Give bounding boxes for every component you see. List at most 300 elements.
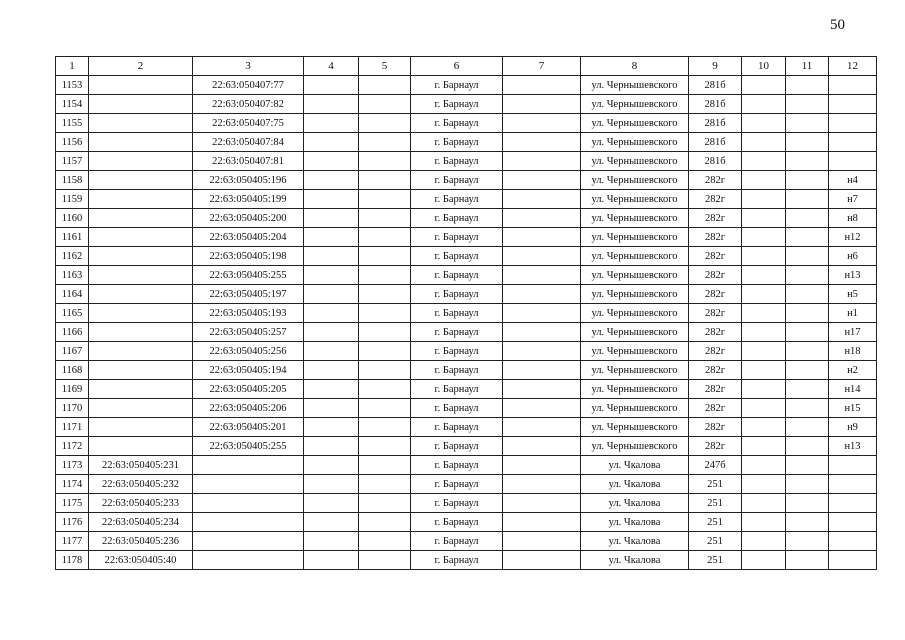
cadastral-number-premises bbox=[193, 494, 304, 513]
house-number-cell: 282г bbox=[689, 304, 742, 323]
row-number: 1169 bbox=[56, 380, 89, 399]
col5-cell bbox=[359, 475, 411, 494]
table-row bbox=[56, 361, 877, 380]
settlement-cell: г. Барнаул bbox=[411, 247, 503, 266]
cadastral-number-parcel: 22:63:050405:236 bbox=[89, 532, 193, 551]
settlement-cell: г. Барнаул bbox=[411, 95, 503, 114]
col4-cell bbox=[304, 266, 359, 285]
premises-number-cell bbox=[829, 95, 877, 114]
settlement-cell: г. Барнаул bbox=[411, 114, 503, 133]
col7-cell bbox=[503, 209, 581, 228]
table-row bbox=[56, 532, 877, 551]
table-row bbox=[56, 475, 877, 494]
col7-cell bbox=[503, 418, 581, 437]
premises-number-cell: н5 bbox=[829, 285, 877, 304]
street-cell: ул. Чкалова bbox=[581, 551, 689, 570]
house-number-cell: 251 bbox=[689, 532, 742, 551]
street-cell: ул. Чернышевского bbox=[581, 304, 689, 323]
row-number: 1174 bbox=[56, 475, 89, 494]
col5-cell bbox=[359, 342, 411, 361]
street-cell: ул. Чкалова bbox=[581, 475, 689, 494]
table-row bbox=[56, 380, 877, 399]
cadastral-number-premises bbox=[193, 456, 304, 475]
cadastral-number-premises: 22:63:050405:198 bbox=[193, 247, 304, 266]
cadastral-number-premises bbox=[193, 475, 304, 494]
house-number-cell: 282г bbox=[689, 285, 742, 304]
col7-cell bbox=[503, 399, 581, 418]
table-row bbox=[56, 513, 877, 532]
col4-cell bbox=[304, 133, 359, 152]
col4-cell bbox=[304, 494, 359, 513]
cadastral-number-premises: 22:63:050405:199 bbox=[193, 190, 304, 209]
col7-cell bbox=[503, 247, 581, 266]
cadastral-number-parcel bbox=[89, 380, 193, 399]
cadastral-number-premises: 22:63:050407:77 bbox=[193, 76, 304, 95]
col4-cell bbox=[304, 475, 359, 494]
table-row bbox=[56, 437, 877, 456]
street-cell: ул. Чернышевского bbox=[581, 152, 689, 171]
col11-cell bbox=[786, 551, 829, 570]
house-number-cell: 251 bbox=[689, 513, 742, 532]
cadastral-number-premises: 22:63:050407:84 bbox=[193, 133, 304, 152]
row-number: 1156 bbox=[56, 133, 89, 152]
house-number-cell: 282г bbox=[689, 380, 742, 399]
col10-cell bbox=[742, 190, 786, 209]
col4-cell bbox=[304, 456, 359, 475]
cadastral-number-parcel bbox=[89, 266, 193, 285]
col5-cell bbox=[359, 532, 411, 551]
premises-number-cell: н1 bbox=[829, 304, 877, 323]
col11-cell bbox=[786, 399, 829, 418]
settlement-cell: г. Барнаул bbox=[411, 475, 503, 494]
row-number: 1175 bbox=[56, 494, 89, 513]
column-header: 2 bbox=[89, 57, 193, 76]
col7-cell bbox=[503, 475, 581, 494]
col11-cell bbox=[786, 437, 829, 456]
settlement-cell: г. Барнаул bbox=[411, 361, 503, 380]
col5-cell bbox=[359, 190, 411, 209]
col4-cell bbox=[304, 152, 359, 171]
cadastral-number-premises bbox=[193, 551, 304, 570]
settlement-cell: г. Барнаул bbox=[411, 152, 503, 171]
col4-cell bbox=[304, 285, 359, 304]
cadastral-number-parcel bbox=[89, 285, 193, 304]
col5-cell bbox=[359, 418, 411, 437]
street-cell: ул. Чкалова bbox=[581, 532, 689, 551]
house-number-cell: 247б bbox=[689, 456, 742, 475]
col7-cell bbox=[503, 456, 581, 475]
street-cell: ул. Чернышевского bbox=[581, 399, 689, 418]
col7-cell bbox=[503, 342, 581, 361]
street-cell: ул. Чернышевского bbox=[581, 114, 689, 133]
col11-cell bbox=[786, 209, 829, 228]
premises-number-cell: н8 bbox=[829, 209, 877, 228]
cadastral-number-parcel bbox=[89, 304, 193, 323]
col7-cell bbox=[503, 133, 581, 152]
col7-cell bbox=[503, 323, 581, 342]
col10-cell bbox=[742, 323, 786, 342]
street-cell: ул. Чернышевского bbox=[581, 285, 689, 304]
row-number: 1166 bbox=[56, 323, 89, 342]
col10-cell bbox=[742, 247, 786, 266]
col4-cell bbox=[304, 190, 359, 209]
col10-cell bbox=[742, 380, 786, 399]
settlement-cell: г. Барнаул bbox=[411, 171, 503, 190]
street-cell: ул. Чернышевского bbox=[581, 266, 689, 285]
premises-number-cell: н9 bbox=[829, 418, 877, 437]
col5-cell bbox=[359, 247, 411, 266]
premises-number-cell bbox=[829, 551, 877, 570]
col5-cell bbox=[359, 323, 411, 342]
col4-cell bbox=[304, 513, 359, 532]
settlement-cell: г. Барнаул bbox=[411, 323, 503, 342]
col11-cell bbox=[786, 152, 829, 171]
col10-cell bbox=[742, 171, 786, 190]
settlement-cell: г. Барнаул bbox=[411, 456, 503, 475]
house-number-cell: 281б bbox=[689, 114, 742, 133]
col5-cell bbox=[359, 456, 411, 475]
col5-cell bbox=[359, 228, 411, 247]
table-row bbox=[56, 285, 877, 304]
col7-cell bbox=[503, 190, 581, 209]
col11-cell bbox=[786, 304, 829, 323]
col5-cell bbox=[359, 399, 411, 418]
col5-cell bbox=[359, 133, 411, 152]
cadastral-number-premises: 22:63:050405:257 bbox=[193, 323, 304, 342]
premises-number-cell bbox=[829, 76, 877, 95]
col11-cell bbox=[786, 361, 829, 380]
col10-cell bbox=[742, 114, 786, 133]
cadastral-number-parcel bbox=[89, 171, 193, 190]
settlement-cell: г. Барнаул bbox=[411, 304, 503, 323]
col5-cell bbox=[359, 380, 411, 399]
premises-number-cell bbox=[829, 133, 877, 152]
premises-number-cell: н4 bbox=[829, 171, 877, 190]
row-number: 1168 bbox=[56, 361, 89, 380]
col7-cell bbox=[503, 304, 581, 323]
settlement-cell: г. Барнаул bbox=[411, 551, 503, 570]
settlement-cell: г. Барнаул bbox=[411, 190, 503, 209]
column-header: 7 bbox=[503, 57, 581, 76]
col10-cell bbox=[742, 228, 786, 247]
premises-number-cell: н15 bbox=[829, 399, 877, 418]
col4-cell bbox=[304, 551, 359, 570]
col4-cell bbox=[304, 95, 359, 114]
cadastral-number-premises: 22:63:050405:200 bbox=[193, 209, 304, 228]
column-header: 9 bbox=[689, 57, 742, 76]
cadastral-number-parcel bbox=[89, 76, 193, 95]
table-row bbox=[56, 76, 877, 95]
col5-cell bbox=[359, 95, 411, 114]
cadastral-number-parcel bbox=[89, 323, 193, 342]
col5-cell bbox=[359, 304, 411, 323]
cadastral-number-parcel bbox=[89, 114, 193, 133]
cadastral-number-premises: 22:63:050405:197 bbox=[193, 285, 304, 304]
cadastral-number-parcel bbox=[89, 342, 193, 361]
col7-cell bbox=[503, 114, 581, 133]
premises-number-cell bbox=[829, 152, 877, 171]
col11-cell bbox=[786, 323, 829, 342]
street-cell: ул. Чернышевского bbox=[581, 209, 689, 228]
cadastral-number-parcel: 22:63:050405:232 bbox=[89, 475, 193, 494]
col4-cell bbox=[304, 323, 359, 342]
cadastral-number-parcel bbox=[89, 361, 193, 380]
table-row bbox=[56, 399, 877, 418]
page-number: 50 bbox=[830, 17, 845, 33]
row-number: 1161 bbox=[56, 228, 89, 247]
col7-cell bbox=[503, 266, 581, 285]
row-number: 1159 bbox=[56, 190, 89, 209]
col10-cell bbox=[742, 475, 786, 494]
column-header: 5 bbox=[359, 57, 411, 76]
settlement-cell: г. Барнаул bbox=[411, 133, 503, 152]
col4-cell bbox=[304, 342, 359, 361]
cadastral-number-premises: 22:63:050405:196 bbox=[193, 171, 304, 190]
row-number: 1157 bbox=[56, 152, 89, 171]
settlement-cell: г. Барнаул bbox=[411, 380, 503, 399]
col11-cell bbox=[786, 494, 829, 513]
col11-cell bbox=[786, 266, 829, 285]
table-row bbox=[56, 494, 877, 513]
cadastral-number-premises: 22:63:050405:193 bbox=[193, 304, 304, 323]
col5-cell bbox=[359, 513, 411, 532]
col11-cell bbox=[786, 95, 829, 114]
col5-cell bbox=[359, 551, 411, 570]
house-number-cell: 281б bbox=[689, 76, 742, 95]
col4-cell bbox=[304, 304, 359, 323]
col11-cell bbox=[786, 190, 829, 209]
cadastral-number-premises: 22:63:050405:255 bbox=[193, 437, 304, 456]
col11-cell bbox=[786, 418, 829, 437]
cadastral-number-premises bbox=[193, 513, 304, 532]
col4-cell bbox=[304, 361, 359, 380]
col5-cell bbox=[359, 494, 411, 513]
street-cell: ул. Чернышевского bbox=[581, 380, 689, 399]
house-number-cell: 282г bbox=[689, 190, 742, 209]
house-number-cell: 251 bbox=[689, 494, 742, 513]
cadastral-number-parcel bbox=[89, 418, 193, 437]
col11-cell bbox=[786, 475, 829, 494]
settlement-cell: г. Барнаул bbox=[411, 209, 503, 228]
street-cell: ул. Чернышевского bbox=[581, 361, 689, 380]
premises-number-cell: н13 bbox=[829, 437, 877, 456]
house-number-cell: 282г bbox=[689, 399, 742, 418]
house-number-cell: 282г bbox=[689, 323, 742, 342]
settlement-cell: г. Барнаул bbox=[411, 418, 503, 437]
col5-cell bbox=[359, 285, 411, 304]
row-number: 1173 bbox=[56, 456, 89, 475]
col10-cell bbox=[742, 152, 786, 171]
settlement-cell: г. Барнаул bbox=[411, 399, 503, 418]
premises-number-cell bbox=[829, 513, 877, 532]
cadastral-number-parcel bbox=[89, 437, 193, 456]
street-cell: ул. Чернышевского bbox=[581, 247, 689, 266]
street-cell: ул. Чернышевского bbox=[581, 171, 689, 190]
row-number: 1154 bbox=[56, 95, 89, 114]
col7-cell bbox=[503, 513, 581, 532]
premises-number-cell bbox=[829, 475, 877, 494]
table-row bbox=[56, 209, 877, 228]
table-body bbox=[56, 76, 877, 570]
house-number-cell: 282г bbox=[689, 209, 742, 228]
header-row bbox=[56, 57, 877, 76]
col4-cell bbox=[304, 399, 359, 418]
cadastral-number-premises: 22:63:050405:201 bbox=[193, 418, 304, 437]
column-header: 12 bbox=[829, 57, 877, 76]
cadastral-number-premises: 22:63:050405:194 bbox=[193, 361, 304, 380]
col11-cell bbox=[786, 228, 829, 247]
col10-cell bbox=[742, 513, 786, 532]
street-cell: ул. Чернышевского bbox=[581, 95, 689, 114]
col4-cell bbox=[304, 418, 359, 437]
table-row bbox=[56, 323, 877, 342]
cadastral-number-parcel: 22:63:050405:233 bbox=[89, 494, 193, 513]
row-number: 1160 bbox=[56, 209, 89, 228]
table-row bbox=[56, 247, 877, 266]
street-cell: ул. Чернышевского bbox=[581, 133, 689, 152]
col4-cell bbox=[304, 532, 359, 551]
col10-cell bbox=[742, 456, 786, 475]
col7-cell bbox=[503, 551, 581, 570]
house-number-cell: 282г bbox=[689, 342, 742, 361]
col7-cell bbox=[503, 76, 581, 95]
premises-number-cell: н13 bbox=[829, 266, 877, 285]
col7-cell bbox=[503, 95, 581, 114]
col11-cell bbox=[786, 532, 829, 551]
settlement-cell: г. Барнаул bbox=[411, 285, 503, 304]
house-number-cell: 282г bbox=[689, 247, 742, 266]
col7-cell bbox=[503, 361, 581, 380]
premises-number-cell bbox=[829, 494, 877, 513]
col10-cell bbox=[742, 437, 786, 456]
house-number-cell: 282г bbox=[689, 228, 742, 247]
col10-cell bbox=[742, 304, 786, 323]
table-row bbox=[56, 152, 877, 171]
premises-number-cell: н12 bbox=[829, 228, 877, 247]
col10-cell bbox=[742, 361, 786, 380]
column-header: 6 bbox=[411, 57, 503, 76]
settlement-cell: г. Барнаул bbox=[411, 532, 503, 551]
col4-cell bbox=[304, 76, 359, 95]
settlement-cell: г. Барнаул bbox=[411, 228, 503, 247]
col5-cell bbox=[359, 152, 411, 171]
cadastral-number-parcel bbox=[89, 247, 193, 266]
col10-cell bbox=[742, 209, 786, 228]
street-cell: ул. Чернышевского bbox=[581, 76, 689, 95]
table-row bbox=[56, 456, 877, 475]
house-number-cell: 282г bbox=[689, 266, 742, 285]
col11-cell bbox=[786, 456, 829, 475]
row-number: 1170 bbox=[56, 399, 89, 418]
settlement-cell: г. Барнаул bbox=[411, 76, 503, 95]
house-number-cell: 282г bbox=[689, 361, 742, 380]
col11-cell bbox=[786, 247, 829, 266]
row-number: 1158 bbox=[56, 171, 89, 190]
col10-cell bbox=[742, 95, 786, 114]
col4-cell bbox=[304, 114, 359, 133]
row-number: 1177 bbox=[56, 532, 89, 551]
premises-number-cell bbox=[829, 532, 877, 551]
column-header: 8 bbox=[581, 57, 689, 76]
col4-cell bbox=[304, 171, 359, 190]
street-cell: ул. Чкалова bbox=[581, 494, 689, 513]
col7-cell bbox=[503, 437, 581, 456]
col7-cell bbox=[503, 171, 581, 190]
cadastral-number-premises: 22:63:050405:206 bbox=[193, 399, 304, 418]
column-header: 11 bbox=[786, 57, 829, 76]
row-number: 1153 bbox=[56, 76, 89, 95]
cadastral-number-parcel bbox=[89, 133, 193, 152]
cadastral-number-premises: 22:63:050405:204 bbox=[193, 228, 304, 247]
col7-cell bbox=[503, 228, 581, 247]
col10-cell bbox=[742, 133, 786, 152]
registry-table bbox=[55, 56, 877, 570]
house-number-cell: 251 bbox=[689, 551, 742, 570]
col7-cell bbox=[503, 380, 581, 399]
col4-cell bbox=[304, 209, 359, 228]
cadastral-number-parcel bbox=[89, 209, 193, 228]
col7-cell bbox=[503, 285, 581, 304]
column-header: 3 bbox=[193, 57, 304, 76]
col11-cell bbox=[786, 76, 829, 95]
col7-cell bbox=[503, 532, 581, 551]
cadastral-number-parcel bbox=[89, 190, 193, 209]
settlement-cell: г. Барнаул bbox=[411, 513, 503, 532]
col5-cell bbox=[359, 266, 411, 285]
col5-cell bbox=[359, 114, 411, 133]
column-header: 4 bbox=[304, 57, 359, 76]
street-cell: ул. Чернышевского bbox=[581, 437, 689, 456]
col10-cell bbox=[742, 266, 786, 285]
col11-cell bbox=[786, 114, 829, 133]
col7-cell bbox=[503, 494, 581, 513]
house-number-cell: 282г bbox=[689, 437, 742, 456]
table-row bbox=[56, 171, 877, 190]
premises-number-cell: н18 bbox=[829, 342, 877, 361]
cadastral-number-parcel bbox=[89, 228, 193, 247]
row-number: 1162 bbox=[56, 247, 89, 266]
settlement-cell: г. Барнаул bbox=[411, 342, 503, 361]
col11-cell bbox=[786, 285, 829, 304]
cadastral-number-parcel bbox=[89, 399, 193, 418]
table-row bbox=[56, 190, 877, 209]
street-cell: ул. Чернышевского bbox=[581, 418, 689, 437]
col4-cell bbox=[304, 247, 359, 266]
table-row bbox=[56, 95, 877, 114]
street-cell: ул. Чкалова bbox=[581, 456, 689, 475]
cadastral-number-parcel bbox=[89, 152, 193, 171]
table-row bbox=[56, 266, 877, 285]
premises-number-cell: н2 bbox=[829, 361, 877, 380]
col11-cell bbox=[786, 133, 829, 152]
table-row bbox=[56, 228, 877, 247]
house-number-cell: 281б bbox=[689, 95, 742, 114]
col5-cell bbox=[359, 171, 411, 190]
col10-cell bbox=[742, 532, 786, 551]
cadastral-number-premises bbox=[193, 532, 304, 551]
premises-number-cell: н7 bbox=[829, 190, 877, 209]
table-row bbox=[56, 418, 877, 437]
cadastral-number-parcel bbox=[89, 95, 193, 114]
col10-cell bbox=[742, 418, 786, 437]
row-number: 1171 bbox=[56, 418, 89, 437]
cadastral-number-premises: 22:63:050405:255 bbox=[193, 266, 304, 285]
premises-number-cell: н14 bbox=[829, 380, 877, 399]
cadastral-number-premises: 22:63:050407:81 bbox=[193, 152, 304, 171]
row-number: 1165 bbox=[56, 304, 89, 323]
table-row bbox=[56, 551, 877, 570]
col5-cell bbox=[359, 209, 411, 228]
